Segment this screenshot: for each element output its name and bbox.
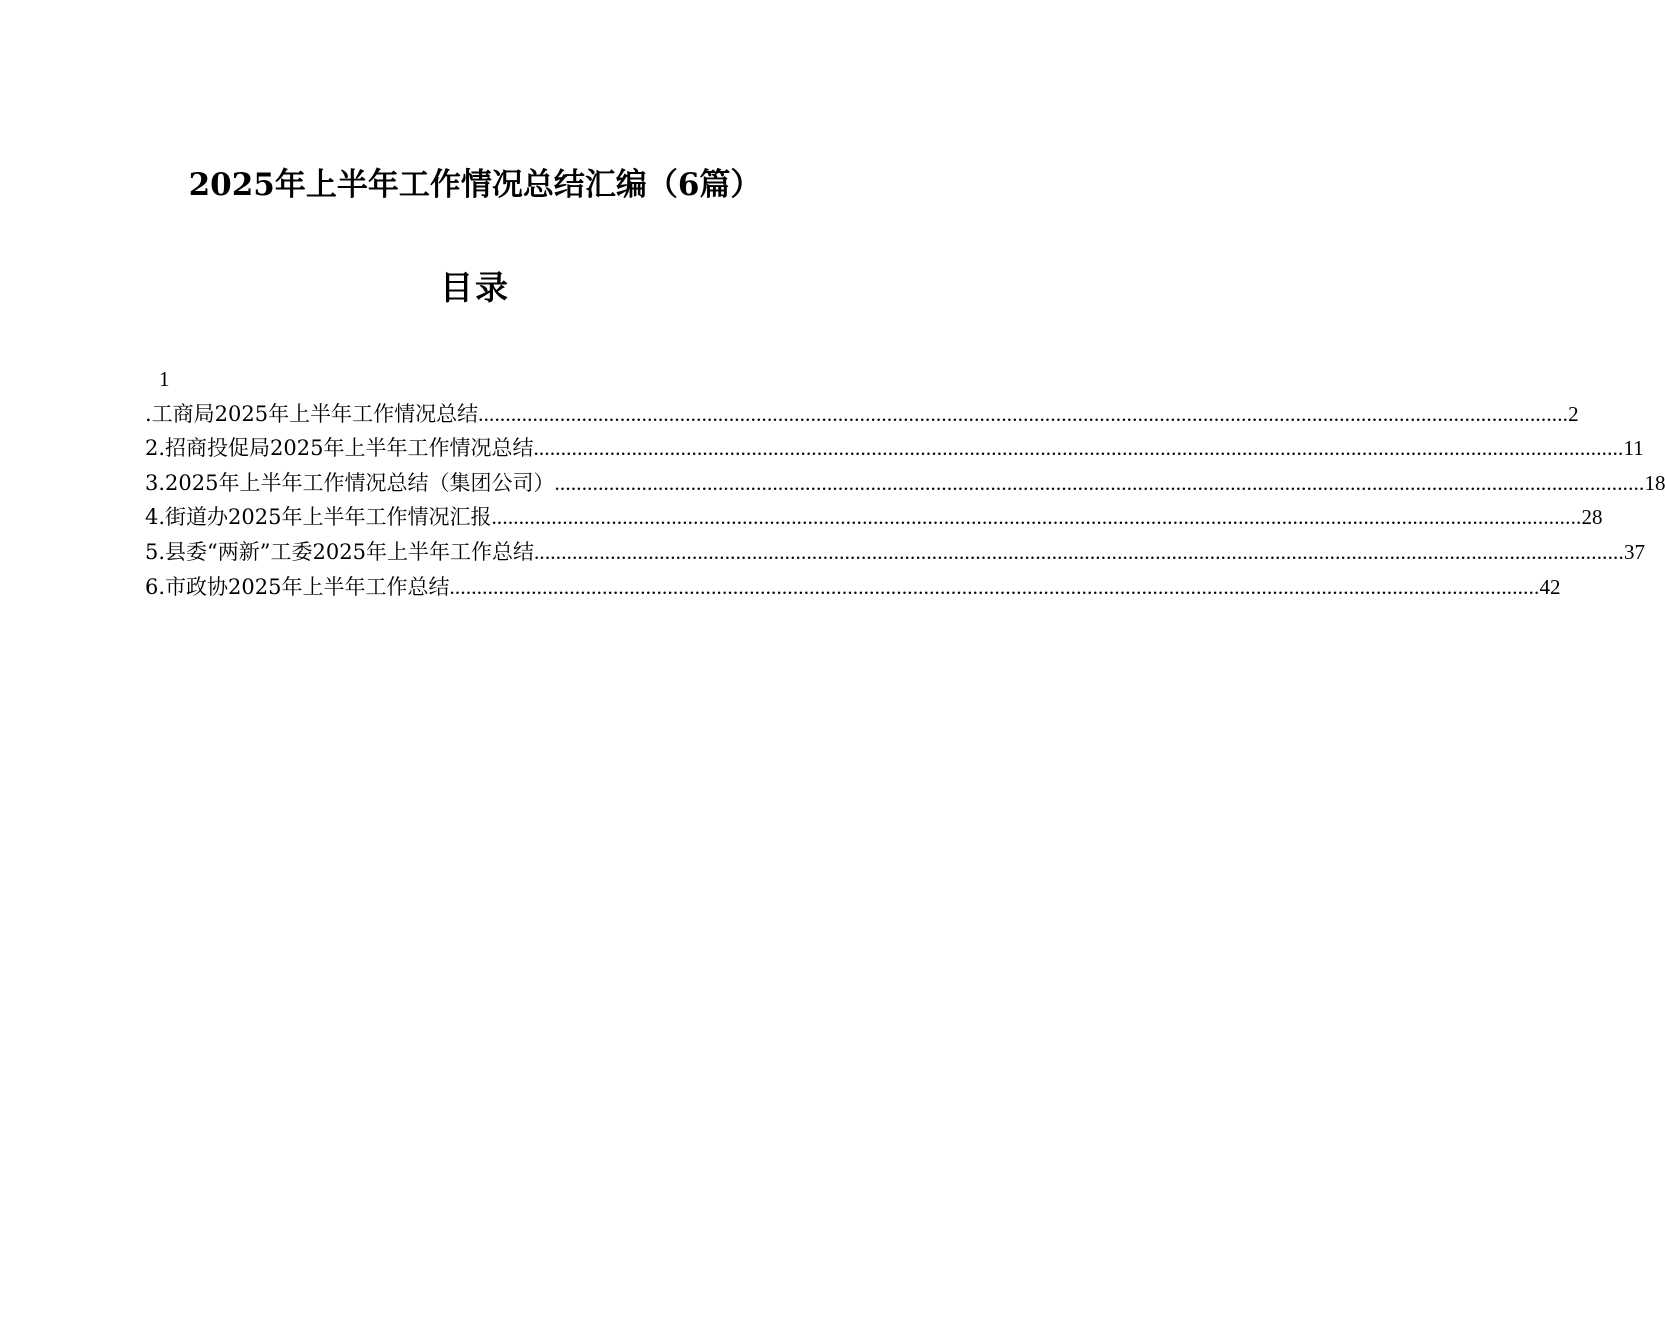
toc-dot-leader: ........................................................................................................................................................................................................ [533,436,1624,461]
toc-dot-leader: ........................................................................................................................................................................................................ [478,401,1569,426]
toc-entry-title: 3.2025年上半年工作情况总结（集团公司） [145,470,555,495]
toc-entry[interactable] [145,397,1579,432]
toc-entry-title: 2.招商投促局2025年上半年工作情况总结 [145,436,534,461]
toc-heading: 目录 [440,268,510,307]
toc-entry[interactable] [145,570,1561,605]
toc-page-number: 37 [1623,539,1645,564]
toc-page-number: 28 [1581,505,1603,530]
toc-page-number: 11 [1623,436,1644,461]
toc-entry[interactable] [145,500,1603,535]
toc-dot-leader: ........................................................................................................................................................................................................ [533,539,1624,564]
toc-dot-leader: ........................................................................................................................................................................................................ [554,470,1645,495]
toc-page-number: 42 [1539,574,1561,599]
toc-entry-title: .工商局2025年上半年工作情况总结 [145,401,479,426]
toc-entry[interactable] [145,431,1644,466]
toc-dot-leader: ........................................................................................................................................................................................................ [449,574,1540,599]
toc-entry-title: 4.街道办2025年上半年工作情况汇报 [145,505,492,530]
toc-page-number: 2 [1568,401,1579,426]
table-of-contents [145,362,1665,604]
toc-entry-number: 1 [159,367,170,391]
toc-entry-title: 5.县委“两新”工委2025年上半年工作总结 [145,539,534,564]
toc-entry-title: 6.市政协2025年上半年工作总结 [145,574,450,599]
toc-entry[interactable] [145,466,1665,501]
toc-entry[interactable] [145,535,1645,570]
toc-page-number: 18 [1644,470,1665,495]
document-title: 2025年上半年工作情况总结汇编（6篇） [188,167,762,203]
toc-dot-leader: ........................................................................................................................................................................................................ [491,505,1582,530]
